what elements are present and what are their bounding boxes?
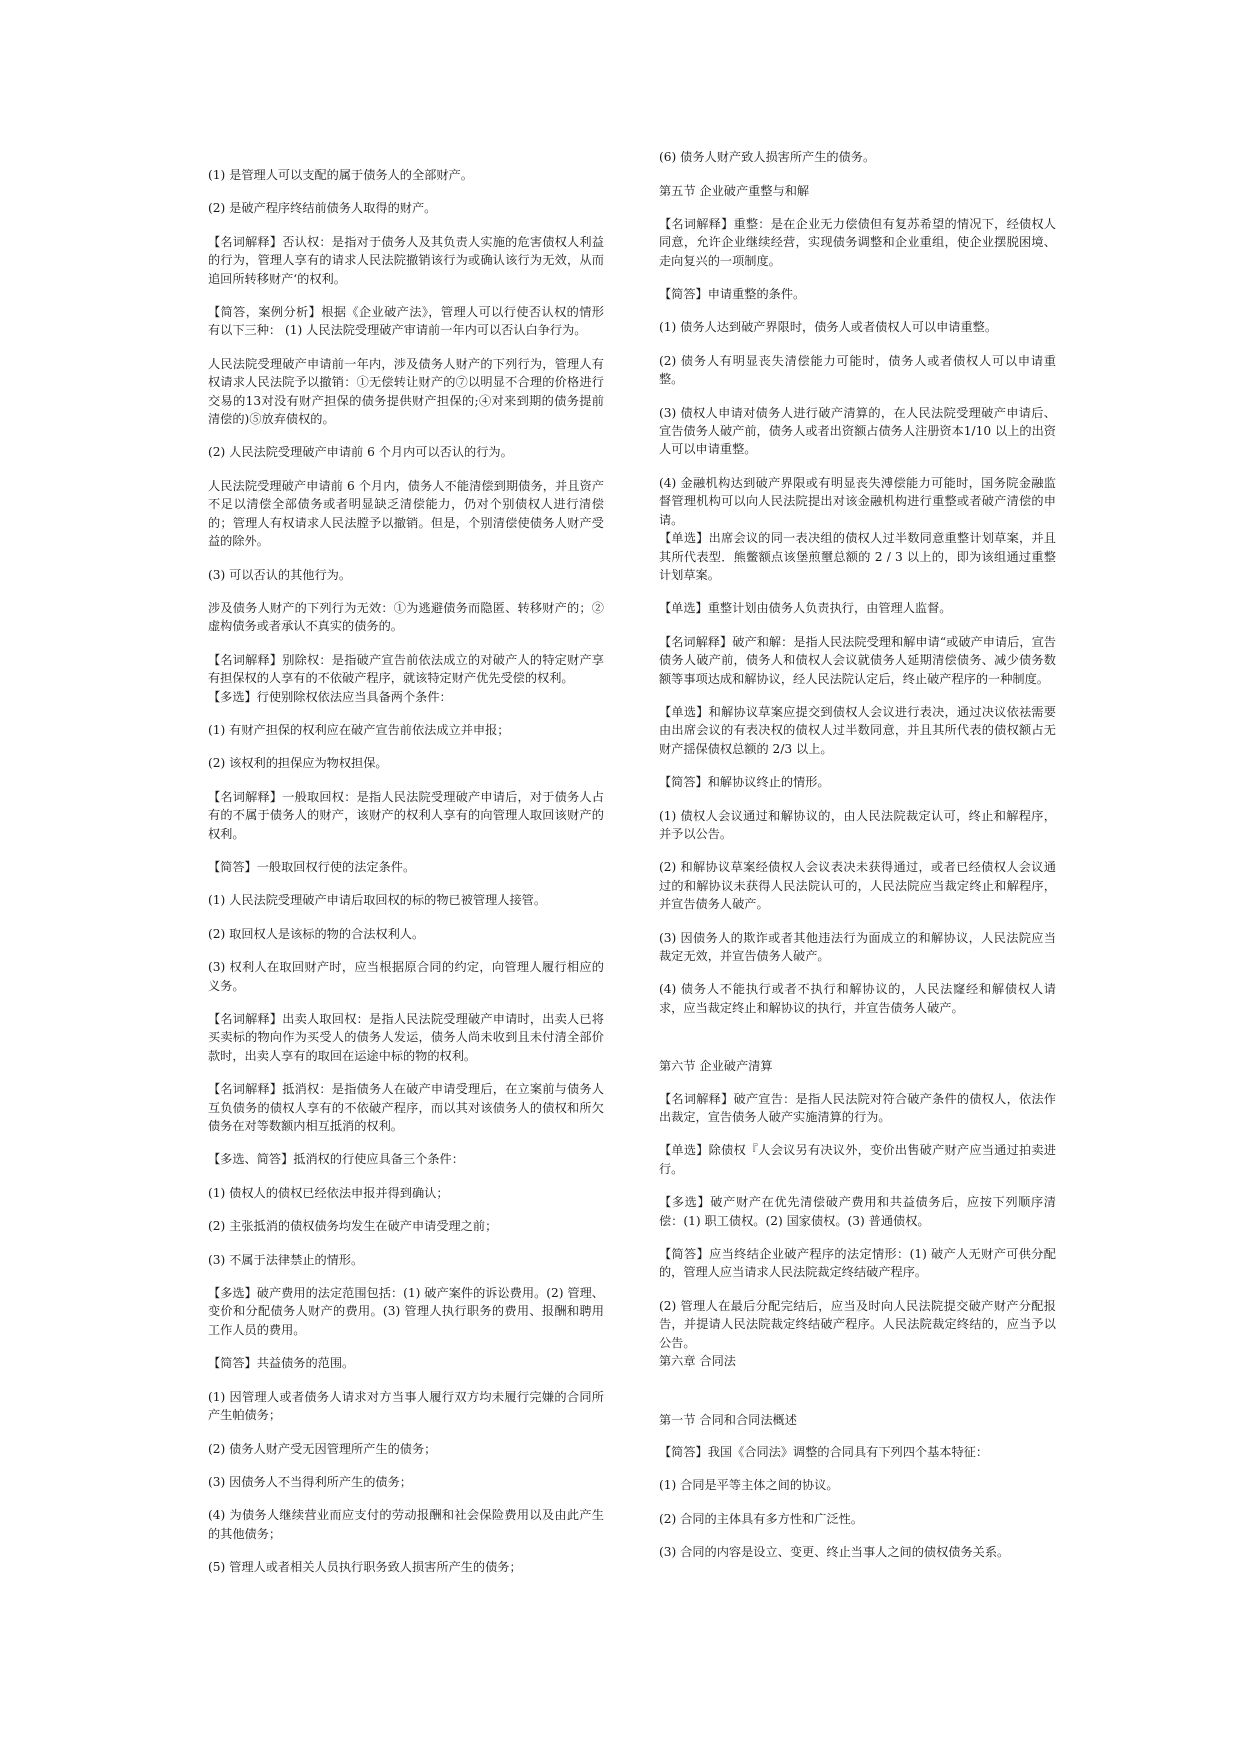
paragraph: (4) 金融机构达到破产界限或有明显丧失溥偿能力可能时，国务院金融监督管理机构可以向人民法院提出对该金融机构进行重整或者破产清偿的申请。: [659, 475, 1056, 527]
paragraph: (2) 主张抵消的债权债务均发生在破产申请受理之前；: [208, 1219, 498, 1234]
paragraph: (6) 债务人财产致人损害所产生的债务。: [659, 150, 876, 164]
paragraph: (3) 因债务人不当得利所产生的债务；: [208, 1474, 412, 1489]
paragraph: 【名词解释】抵消权：是指债务人在破产申请受理后，在立案前与债务人互负债务的债权人享有的不依破产程序，而以其对该债务人的债权和所欠债务在对等数额内相互抵消的权利。: [208, 1082, 604, 1134]
paragraph: 【名词解释】别除权：是指破产宣告前依法成立的对破产人的特定财产享有担保权的人享有的不依破产程序，就该特定财产优先受偿的权利。: [208, 652, 604, 686]
paragraph: 【名词解释】出卖人取回权：是指人民法院受理破产申请时，出卖人已将买卖标的物向作为买受人的债务人发运，债务人尚未收到且未付清全部价款时，出卖人享有的取回在运途中标的物的权利。: [208, 1012, 604, 1063]
paragraph: 【简答】申请重整的条件。: [659, 287, 806, 302]
paragraph: (3) 合同的内容是设立、变更、终止当事人之间的债权债务关系。: [659, 1545, 1010, 1560]
paragraph: (1) 人民法院受理破产申请后取回权的标的物已被管理人接管。: [208, 893, 547, 908]
paragraph: (2) 合同的主体具有多方性和广泛性。: [659, 1511, 863, 1526]
paragraph: (2) 该权利的担保应为物权担保。: [208, 756, 388, 771]
section-heading: 第六节 企业破产清算: [659, 1059, 773, 1074]
paragraph: (2) 债务人财产受无因管理所产生的债务；: [208, 1441, 437, 1456]
paragraph: 人民法院受理破产申请前一年内，涉及债务人财产的下列行为，管理人有权请求人民法院予以撤销：①无偿转让财产的⑦以明显不合理的价格进行交易的13对没有财产担保的债务提供财产担保的;④对来到期的债务提前清偿的)⑤放弃债权的。: [208, 356, 604, 427]
paragraph: 【名词解释】重整：是在企业无力偿债但有复苏希望的情况下，经债权人同意，允许企业继续经营，实现债务调整和企业重组，使企业摆脱困境、走向复兴的一项制度。: [659, 216, 1056, 268]
paragraph: 【简答】共益债务的范围。: [208, 1356, 355, 1371]
paragraph: (1) 有财产担保的权利应在破产宣告前依法成立并申报；: [208, 722, 510, 737]
paragraph: 【简答】和解协议终止的情形。: [659, 775, 830, 790]
section-heading: 第六章 合同法: [659, 1354, 736, 1369]
paragraph: 涉及债务人财产的下列行为无效：①为逃避债务而隐匿、转移财产的；②虚构债务或者承认不真实的债务的。: [208, 600, 604, 634]
paragraph: 【名词解释】否认权：是指对于债务人及其负责人实施的危害债权人利益的行为，管理人享有的请求人民法院撤销该行为或确认该行为无效，从而追回所转移财产‘的权利。: [208, 234, 604, 286]
left-column: [208, 166, 604, 1592]
paragraph: 【简答】一般取回权行使的法定条件。: [208, 859, 416, 874]
paragraph: (4) 债务人不能执行或者不执行和解协议的，人民法窿经和解债权人请求，应当裁定终止和解协议的执行，并宣告债务人破产。: [659, 982, 1056, 1015]
paragraph: 【简答】应当终结企业破产程序的法定情形：(1) 破产人无财产可供分配的，管理人应当请求人民法院裁定终结破产程序。: [659, 1247, 1056, 1280]
paragraph: (1) 债务人达到破产界限时，债务人或者债权人可以申请重整。: [659, 320, 998, 335]
paragraph: (2) 人民法院受理破产申请前 6 个月内可以否认的行为。: [208, 445, 513, 460]
paragraph: 【名词解释】破产和解：是指人民法院受理和解申请“或破产申请后，宣告债务人破产前，债务人和债权人会议就债务人延期清偿债务、减少债务数额等事项达成和解协议，经人民法院认定后，终止破产程序的一种制度。: [659, 634, 1056, 686]
paragraph: 【单选】重整计划由债务人负责执行，由管理人监督。: [659, 601, 952, 616]
paragraph: 【单选】和解协议草案应提交到债权人会议进行表决，通过决议依祛需要由出席会议的有表决权的债权人过半数同意，并且其所代表的债权额占无财产揺保债权总额的 2/3 以上。: [659, 704, 1056, 756]
paragraph: (1) 因管理人或者债务人请求对方当事人履行双方均未履行完嫌的合同所产生帕债务；: [208, 1389, 604, 1423]
paragraph: 【多选】破产财产在优先清偿破产费用和共益债务后，应按下列顺序清偿：(1) 职工债权。(2) 国家债权。(3) 普通债权。: [659, 1195, 1056, 1228]
paragraph: (1) 债权人的债权已经依法申报并得到确认；: [208, 1185, 449, 1200]
paragraph: 【名词解释】一般取回权：是指人民法院受理破产申请后，对于债务人占有的不属于债务人的财产，该财产的权利人享有的向管理人取回该财产的权利。: [208, 789, 604, 841]
paragraph: 【简答】我国《合同法》调整的合同具有下列四个基本特征：: [659, 1444, 989, 1459]
section-heading: 第五节 企业破产重整与和解: [659, 184, 810, 199]
paragraph: 【多选】破产费用的法定范围包括：(1) 破产案件的诉讼费用。(2) 管理、变价和分配债务人财产的费用。(3) 管理人执行职务的费用、报酬和聘用工作人员的费用。: [208, 1286, 604, 1337]
section-heading: 第一节 合同和合同法概述: [659, 1412, 797, 1427]
paragraph: (3) 权利人在取回财产时，应当根据原合同的约定，向管理人履行相应的义务。: [208, 960, 604, 993]
paragraph: 【单选】除债权『人会议另有决议外，变价出售破产财产应当通过拍卖进行。: [659, 1143, 1056, 1176]
paragraph: 人民法院受理破产申请前 6 个月内，债务人不能清偿到期债务，并且资产不足以清偿全部债务或者明显缺乏清偿能力，仍对个别债权人进行清偿的；管理人有权请求人民法膛予以撤销。但是，个别清偿使债务人财产受益的除外。: [208, 478, 604, 549]
paragraph: (3) 不属于法律禁止的情形。: [208, 1252, 364, 1267]
paragraph: (5) 管理人或者相关人员执行职务致人损害所产生的债务；: [208, 1560, 522, 1575]
paragraph: (1) 合同是平等主体之间的协议。: [659, 1478, 839, 1493]
paragraph: (1) 是管理人可以支配的属于债务人的全部财产。: [208, 168, 473, 182]
paragraph: (4) 为债务人继续营业而应支付的劳动报酬和社会保险费用以及由此产生的其他债务；: [208, 1508, 604, 1541]
paragraph: (3) 因债务人的欺诈或者其他违法行为面成立的和解协议，人民法院应当裁定无效，并宣告债务人破产。: [659, 930, 1056, 963]
paragraph: (2) 是破产程序终结前债务人取得的财产。: [208, 201, 437, 216]
paragraph: (2) 债务人有明显丧失清偿能力可能时，债务人或者债权人可以申请重整。: [659, 353, 1056, 387]
paragraph: 【单选】出席会议的同一表决组的债权人过半数同意重整计划草案，并且其所代表型．熊鳖额点该堡煎壐总额的 2 / 3 以上的，即为该组通过重整计划草案。: [659, 531, 1056, 582]
paragraph: 【简答，案例分析】根据《企业破产法》，管理人可以行使否认权的情形有以下三种： (1) 人民法院受理破产审请前一年内可以否认白争行为。: [208, 305, 604, 338]
paragraph: (3) 可以否认的其他行为。: [208, 567, 352, 582]
paragraph: (2) 管理人在最后分配完结后，应当及时向人民法院提交破产财产分配报告，并提请人民法院裁定终结破产程序。人民法院裁定终结的，应当予以公告。: [659, 1298, 1056, 1350]
paragraph: 【多选】行使别除权依法应当具备两个条件：: [208, 689, 452, 704]
paragraph: (2) 取回权人是该标的物的合法权利人。: [208, 926, 425, 941]
right-column: [659, 148, 1056, 1577]
paragraph: 【多选、简答】抵消权的行使应具备三个条件：: [208, 1152, 464, 1167]
paragraph: (2) 和解协议草案经债权人会议表决未获得通过，或者已经债权人会议通过的和解协议未获得人民法院认可的，人民法院应当裁定终止和解程序，并宣告债务人破产。: [659, 860, 1056, 912]
paragraph: (1) 债权人会议通过和解协议的，由人民法院裁定认可，终止和解程序，并予以公告。: [659, 808, 1056, 841]
paragraph: (3) 债权人申请对债务人进行破产清算的，在人民法院受理破产申请后、宣告债务人破产前，债务人或者出资额占债务人注册资本1/10 以上的出资人可以申请重整。: [659, 405, 1056, 457]
paragraph: 【名词解释】破产宣告：是指人民法院对符合破产条件的债权人，依法作出裁定，宣告债务人破产实施清算的行为。: [659, 1091, 1056, 1125]
